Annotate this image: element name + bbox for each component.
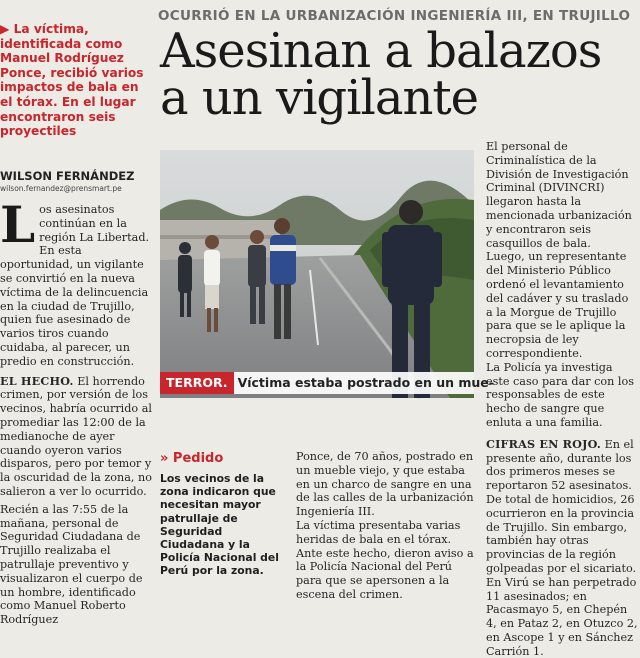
article-photo xyxy=(160,150,474,398)
summary-bullet-icon: ▶ xyxy=(0,22,14,36)
photo-caption xyxy=(160,372,494,394)
article-kicker: OCURRIÓ EN LA URBANIZACIÓN INGENIERÍA III, EN TRUJILLO xyxy=(158,8,631,24)
col3-paragraph-cifras xyxy=(486,438,638,658)
col3-paragraph-3: La Policía ya investiga este caso para dar con los responsables de este hecho de sangre que enluta a una familia. xyxy=(486,360,634,429)
article-summary xyxy=(0,22,150,139)
caption-text: Víctima estaba postrado en un mue- xyxy=(237,375,494,390)
byline-author: WILSON FERNÁNDEZ xyxy=(0,169,135,183)
pedido-title: » Pedido xyxy=(160,451,224,466)
col2-paragraph-3: Ante este hecho, dieron aviso a la Policía Nacional del Perú para que se apersonen a la escena del crimen. xyxy=(296,546,474,601)
pedido-body: Los vecinos de la zona indicaron que necesitan mayor patrullaje de Seguridad Ciudadana y la Policía Nacional del Perú por la zona. xyxy=(160,472,279,578)
lead-paragraph xyxy=(0,195,156,369)
subhead-el-hecho: EL HECHO. xyxy=(0,373,74,388)
el-hecho-text: El horrendo crimen, por versión de los vecinos, habría ocurrido al promediar las 12:00 de la medianoche de ayer cuando oyeron varios disparos, pero por temor y la oscuridad de la zona, no salieron a ver lo ocurrido. xyxy=(0,374,152,498)
headline-line-2: a un vigilante xyxy=(160,70,479,126)
headline-line-1: Asesinan a balazos xyxy=(160,23,602,79)
paragraph-el-hecho xyxy=(0,375,156,499)
column-2 xyxy=(296,450,476,602)
article-headline xyxy=(160,23,640,126)
lead-text: os asesinatos continúan en la región La Libertad. En esta oportunidad, un vigilante se convirtió en la nueva víctima de la delincuencia en la ciudad de Trujillo, quien fue asesinado de varios tiros cuando cuidaba, al parecer, un predio en construcción. xyxy=(0,203,150,368)
byline xyxy=(0,169,158,183)
caption-tag: TERROR. xyxy=(160,372,234,394)
subhead-cifras-en-rojo: CIFRAS EN ROJO. xyxy=(486,436,601,451)
byline-email[interactable]: wilson.fernandez@prensmart.pe xyxy=(0,184,122,193)
col2-paragraph-2: La víctima presentaba varias heridas de bala en el tórax. xyxy=(296,518,461,546)
summary-text: La víctima, identificada como Manuel Rodríguez Ponce, recibió varios impactos de bala en el tórax. En el lugar encontraron seis proyectiles xyxy=(0,22,144,139)
column-3 xyxy=(486,140,638,658)
crime-scene-image xyxy=(160,150,474,398)
column-1 xyxy=(0,195,156,627)
paragraph-recien: Recién a las 7:55 de la mañana, personal de Seguridad Ciudadana de Trujillo realizaba el patrullaje preventivo y visualizaron el cuerpo de un hombre, identificado como Manuel Roberto Rodríguez xyxy=(0,502,143,627)
pedido-box xyxy=(160,450,290,578)
dropcap: L xyxy=(0,195,36,254)
cifras-text: En el presente año, durante los dos primeros meses se reportaron 52 asesinatos. De total de homicidios, 26 ocurrieron en la provincia de Trujillo. Sin embargo, también hay otras provincias de la región golpeadas por el sicariato. En Virú se han perpetrado 11 asesinados; en Pacasmayo 5, en Chepén 4, en Pataz 2, en Otuzco 2, en Ascope 1 y en Sánchez Carrión 1. xyxy=(486,437,638,658)
col3-paragraph-2: Luego, un representante del Ministerio Público ordenó el levantamiento del cadáver y su traslado a la Morgue de Trujillo para que se le aplique la necropsia de ley correspondiente. xyxy=(486,250,629,360)
col3-paragraph-1: El personal de Criminalística de la División de Investigación Criminal (DIVINCRI) llegaron hasta la mencionada urbanización y encontraron seis casquillos de bala. xyxy=(486,140,632,250)
col2-paragraph-1: Ponce, de 70 años, postrado en un mueble viejo, y que estaba en un charco de sangre en una de las calles de la urbanización Ingeniería III. xyxy=(296,450,474,519)
